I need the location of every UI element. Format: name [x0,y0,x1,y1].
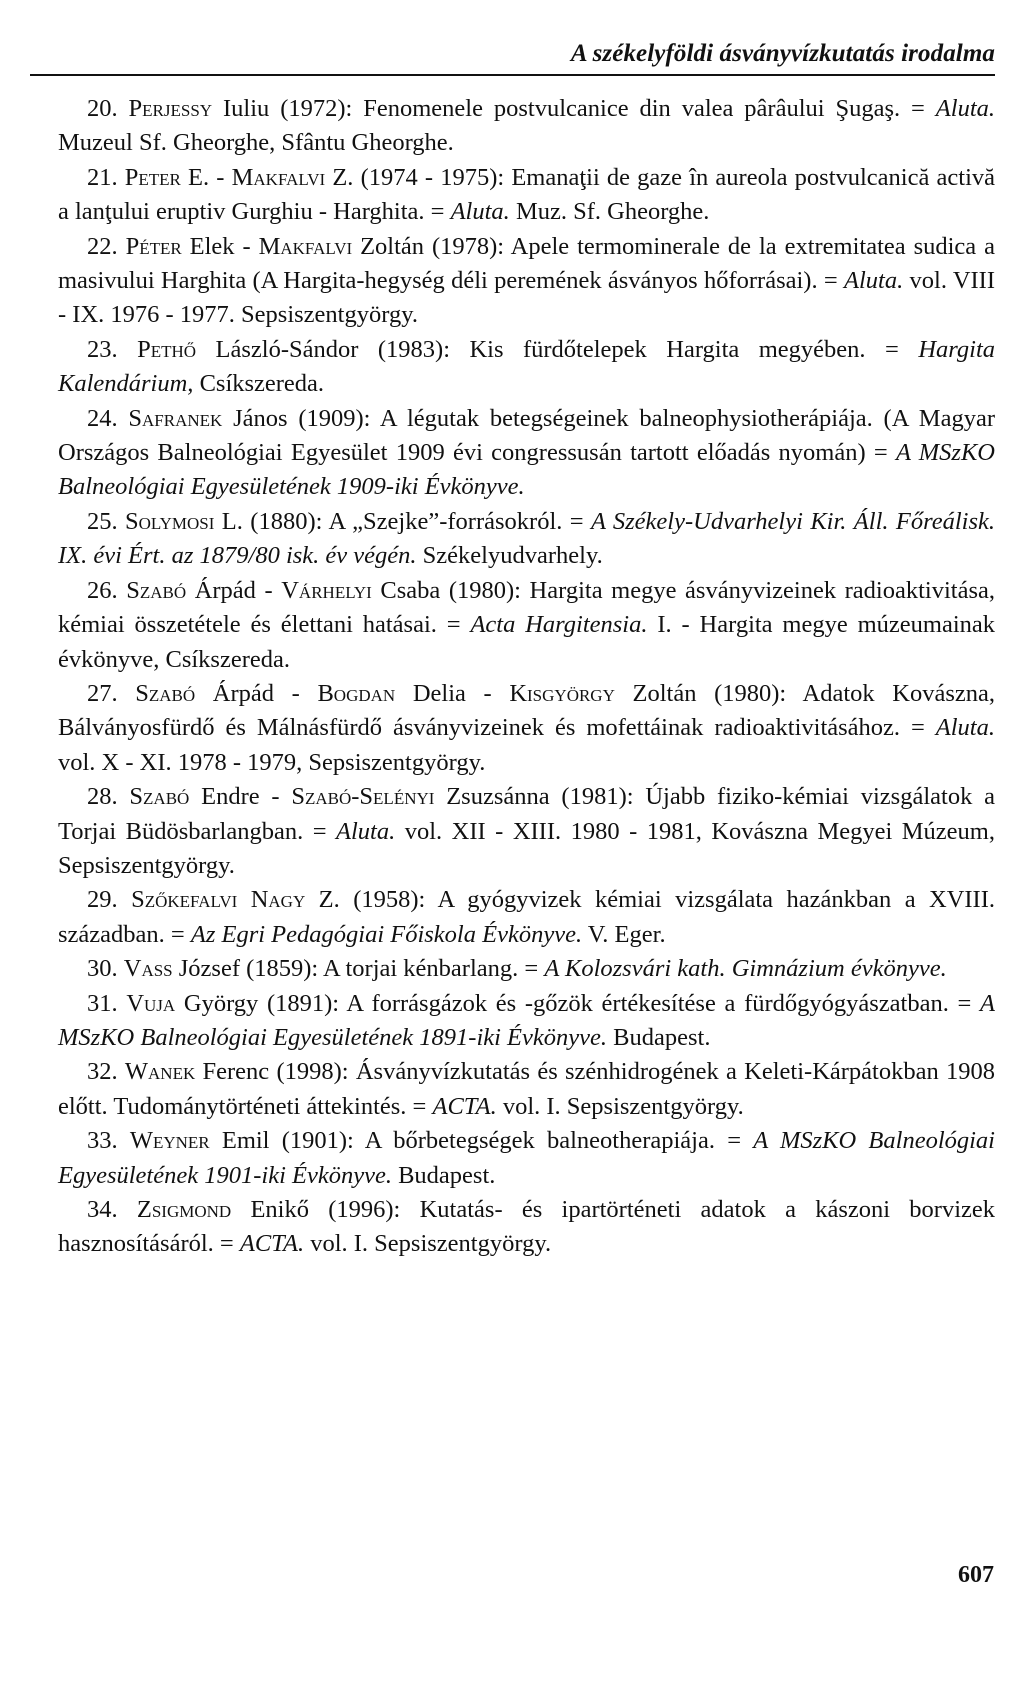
bibliography-entry [58,161,995,230]
author-name: Szőkefalvi Nagy [131,886,306,914]
bibliography-entry [58,677,995,780]
running-head: A székelyföldi ásványvízkutatás irodalma [570,40,995,67]
entry-number: 21. [87,163,118,191]
page-number: 607 [958,1562,994,1588]
entry-text: Árpád - [195,679,318,707]
bibliography-entry [58,1193,995,1262]
entry-text: vol. I. Sepsiszentgyörgy. [304,1230,552,1258]
entry-text: vol. I. Sepsiszentgyörgy. [496,1092,744,1120]
author-name: Várhelyi [281,576,372,604]
author-name: Solymosi [125,507,215,535]
publication-title: Aluta. [935,714,995,742]
entry-text: János (1909): A légutak betegségeinek balneophysiotherápiája. (A Magyar Országos Balneológiai Egyesület 1909 évi congressusán tartott előadás nyomán) = [58,404,996,467]
entry-text: Z. (1974 - 1975): Emanaţii de gaze în aureola postvulcanică activă a lanţului eruptiv Gurghiu - Harghita. = [58,163,995,226]
author-name: Péter [125,232,182,260]
entry-text: Ferenc (1998): Ásványvízkutatás és szénhidrogének a Keleti-Kárpátokban 1908 előtt. Tudománytörténeti áttekintés. = [58,1058,996,1120]
author-name: Weyner [129,1127,210,1155]
publication-title: A MSzKO Balneológiai Egyesületének 1909-iki Évkönyve. [58,439,995,501]
bibliography-entry [58,952,995,986]
author-name: Szabó [126,576,187,604]
publication-title: A MSzKO Balneológiai Egyesületének 1891-iki Évkönyve. [58,989,996,1051]
author-name: Perjessy [128,95,213,122]
bibliography-entry [58,1055,995,1124]
author-name: Bogdan [317,679,396,707]
entry-text: Delia - [395,679,510,707]
entry-text: vol. XII - XIII. 1980 - 1981, Kovászna Megyei Múzeum, Sepsiszentgyörgy. [58,817,995,879]
entry-text: Árpád - [186,576,282,604]
entry-text: L. (1880): A „Szejke”-forrásokról. = [214,507,591,535]
entry-text: Zoltán (1978): Apele termominerale de la extremitatea sudica a masivului Harghita (A Hargita-hegység déli peremének ásványos hőforrásai). = [58,232,995,295]
entry-text: Budapest. [391,1161,496,1189]
entry-text: László-Sándor (1983): Kis fürdőtelepek Hargita megyében. = [196,335,919,363]
entry-text: József (1859): A torjai kénbarlang. = [172,955,545,983]
entry-text: I. - Hargita megye múzeumainak évkönyve, Csíkszereda. [58,611,996,673]
author-name: Makfalvi [258,232,353,260]
bibliography-entry [58,402,995,505]
entry-text: vol. X - XI. 1978 - 1979, Sepsiszentgyörgy. [58,748,486,776]
publication-title: ACTA. [432,1092,497,1120]
publication-title: Az Egri Pedagógiai Főiskola Évkönyve. [190,920,583,948]
entry-text: Csíkszereda. [193,370,325,398]
bibliography-list [58,92,995,1262]
bibliography-entry [58,230,995,333]
bibliography-entry [58,883,995,952]
author-name: Vass [123,955,173,983]
entry-text: V. Eger. [582,920,666,948]
publication-title: A MSzKO Balneológiai Egyesületének 1901-iki Évkönyve. [58,1127,995,1189]
publication-title: A Kolozsvári kath. Gimnázium évkönyve. [544,955,947,983]
entry-text: Muz. Sf. Gheorghe. [509,198,710,226]
author-name: Safranek [128,404,223,432]
entry-number: 28. [87,783,118,811]
author-name: Peter [124,163,181,191]
header-rule [30,74,995,76]
entry-number: 22. [87,232,118,260]
entry-number: 29. [87,886,118,914]
entry-number: 24. [87,404,118,432]
author-name: Szabó [129,783,190,811]
publication-title: Aluta. [450,198,510,226]
entry-text: Enikő (1996): Kutatás- és ipartörténeti adatok a kászoni borvizek hasznosításáról. = [58,1196,996,1258]
entry-number: 30. [87,955,118,983]
entry-text: Elek - [181,232,259,260]
publication-title: Hargita Kalendárium, [58,335,996,398]
publication-title: Aluta. [935,95,996,122]
author-name: Pethő [137,335,197,363]
publication-title: Aluta. [844,267,904,295]
entry-number: 23. [87,335,118,363]
entry-text: Székelyudvarhely. [416,542,603,570]
bibliography-entry [58,1124,995,1193]
entry-text: Csaba (1980): Hargita megye ásványvizeinek radioaktivitása, kémiai összetétele és élettani hatásai. = [58,576,995,639]
entry-number: 20. [87,95,118,122]
bibliography-entry [58,92,995,161]
entry-text: Zsuzsánna (1981): Újabb fiziko-kémiai vizsgálatok a Torjai Büdösbarlangban. = [58,783,995,845]
author-name: Vuja [126,989,176,1017]
entry-text: vol. VIII - IX. 1976 - 1977. Sepsiszentgyörgy. [58,267,995,329]
entry-text: Budapest. [607,1023,711,1051]
entry-text: Muzeul Sf. Gheorghe, Sfântu Gheorghe. [58,129,454,157]
publication-title: Acta Hargitensia. [470,611,648,639]
author-name: Szabó [135,679,196,707]
publication-title: A Székely-Udvarhelyi Kir. Áll. Főreálisk. IX. évi Ért. az 1879/80 isk. év végén. [58,507,996,570]
entry-number: 26. [87,576,118,604]
bibliography-entry [58,505,995,574]
bibliography-entry [58,333,995,402]
entry-text: Emil (1901): A bőrbetegségek balneotherapiája. = [209,1127,754,1155]
entry-number: 25. [87,507,118,535]
entry-number: 27. [87,679,118,707]
entry-text: Zoltán (1980): Adatok Kovászna, Bálványosfürdő és Málnásfürdő ásványvizeinek és mofettáinak radioaktivitásához. = [58,679,995,742]
entry-text: E. - [180,163,232,191]
entry-text: Endre - [189,783,292,811]
entry-number: 31. [87,989,118,1017]
publication-title: ACTA. [239,1230,305,1258]
author-name: Szabó-Selényi [291,783,435,811]
author-name: Makfalvi [231,163,326,191]
entry-text: Iuliu (1972): Fenomenele postvulcanice din valea pârâului Şugaş. = [212,95,936,122]
bibliography-entry [58,780,995,883]
bibliography-entry [58,574,995,677]
author-name: Zsigmond [136,1196,232,1223]
entry-number: 33. [87,1127,118,1155]
bibliography-entry [58,987,995,1056]
entry-number: 34. [87,1196,118,1223]
entry-text: Z. (1958): A gyógyvizek kémiai vizsgálata hazánkban a XVIII. században. = [58,886,996,948]
entry-text: György (1891): A forrásgázok és -gőzök értékesítése a fürdőgyógyászatban. = [175,989,981,1017]
entry-number: 32. [87,1058,118,1086]
author-name: Wanek [124,1058,196,1086]
publication-title: Aluta. [336,817,396,845]
author-name: Kisgyörgy [509,679,615,707]
